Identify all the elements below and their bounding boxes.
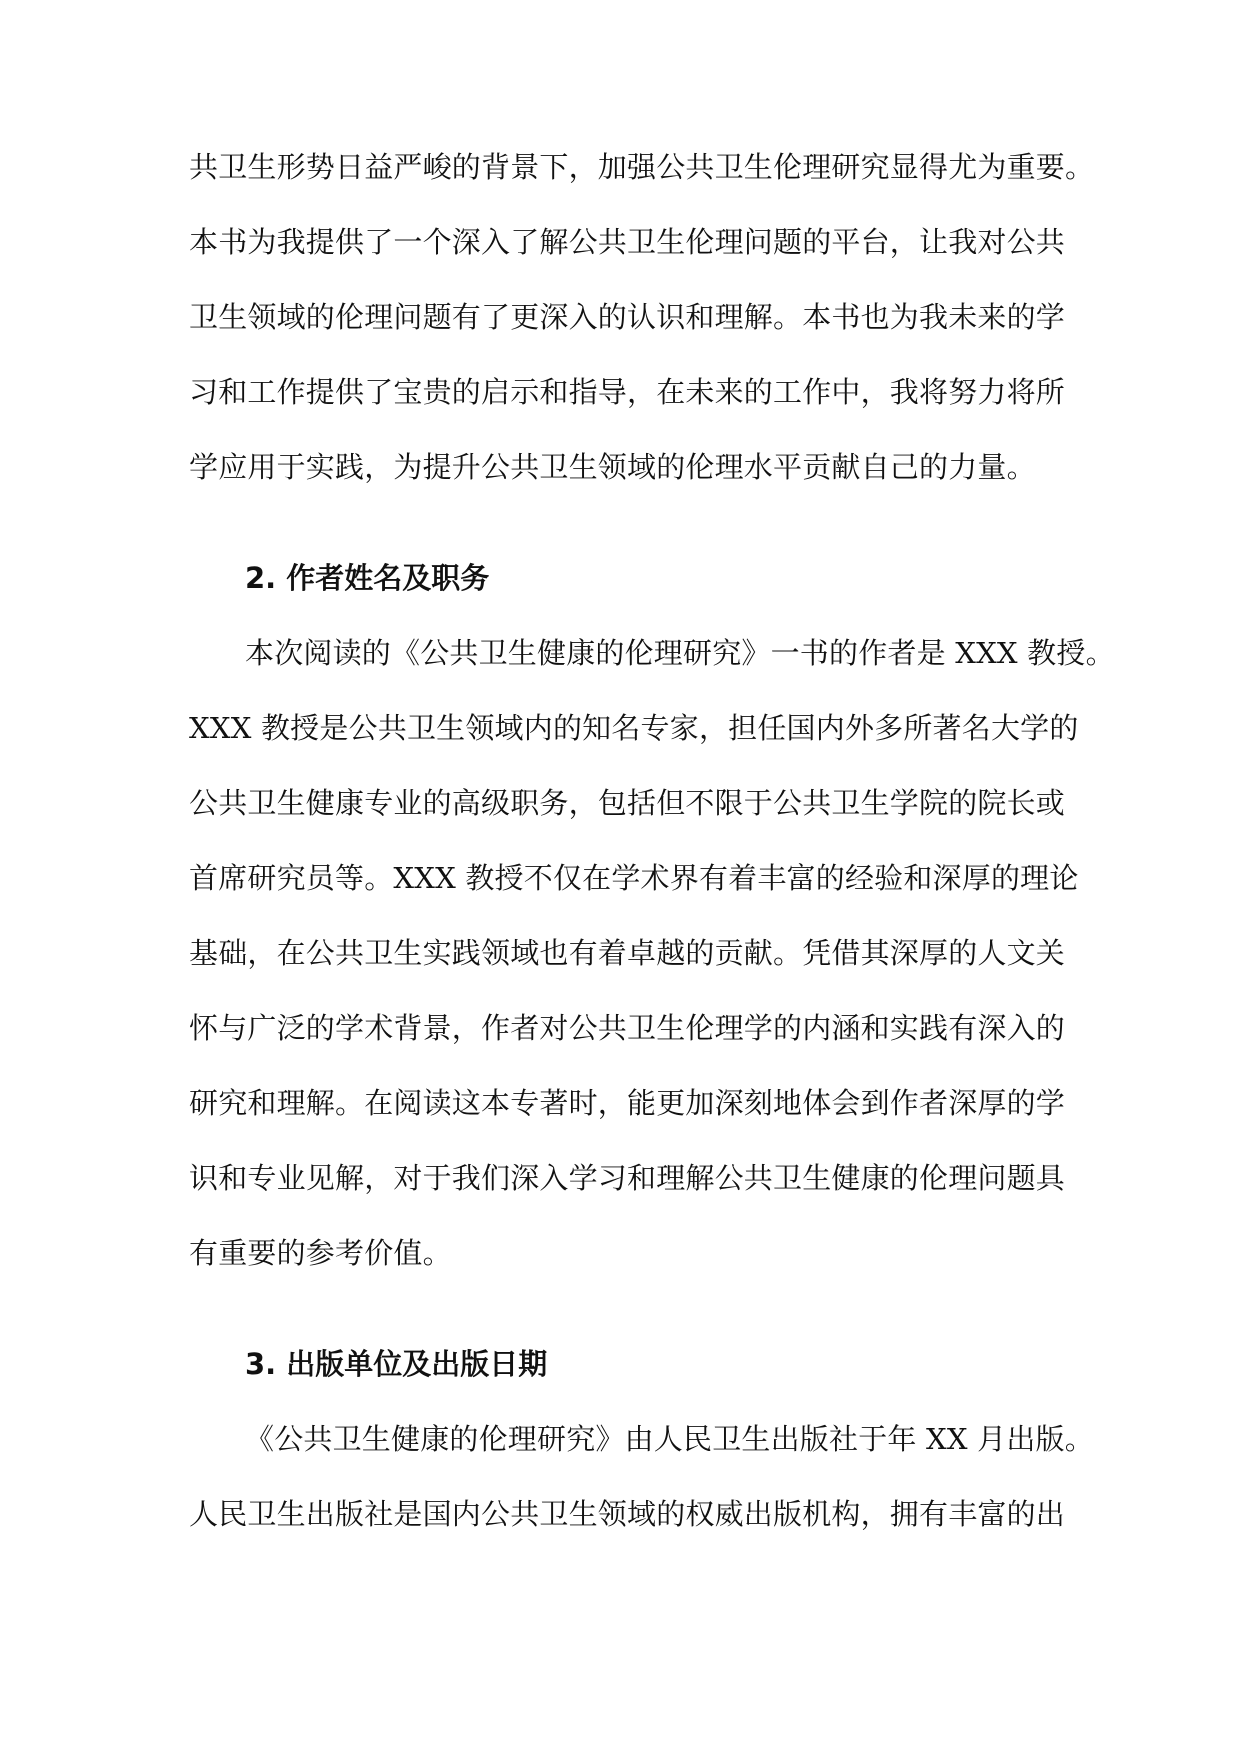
paragraph-line: 卫生领域的伦理问题有了更深入的认识和理解。本书也为我未来的学 [189,300,1066,334]
section-heading: 2. 作者姓名及职务 [245,561,490,595]
paragraph-line: 研究和理解。在阅读这本专著时，能更加深刻地体会到作者深厚的学 [189,1086,1066,1120]
paragraph-line: 本书为我提供了一个深入了解公共卫生伦理问题的平台，让我对公共 [189,225,1066,259]
paragraph-line: 有重要的参考价值。 [189,1236,452,1270]
paragraph-line: 人民卫生出版社是国内公共卫生领域的权威出版机构，拥有丰富的出 [189,1497,1066,1531]
paragraph-line: 习和工作提供了宝贵的启示和指导，在未来的工作中，我将努力将所 [189,375,1066,409]
paragraph-line: 识和专业见解，对于我们深入学习和理解公共卫生健康的伦理问题具 [189,1161,1066,1195]
paragraph-line: 共卫生形势日益严峻的背景下，加强公共卫生伦理研究显得尤为重要。 [189,150,1095,184]
paragraph-line: 首席研究员等。XXX 教授不仅在学术界有着丰富的经验和深厚的理论 [189,861,1079,895]
paragraph-line: 怀与广泛的学术背景，作者对公共卫生伦理学的内涵和实践有深入的 [189,1011,1066,1045]
paragraph-line: 公共卫生健康专业的高级职务，包括但不限于公共卫生学院的院长或 [189,786,1066,820]
paragraph-line: 《公共卫生健康的伦理研究》由人民卫生出版社于年 XX 月出版。 [245,1422,1094,1456]
paragraph-line: 学应用于实践，为提升公共卫生领域的伦理水平贡献自己的力量。 [189,450,1036,484]
paragraph-line: 基础，在公共卫生实践领域也有着卓越的贡献。凭借其深厚的人文关 [189,936,1066,970]
paragraph-line: XXX 教授是公共卫生领域内的知名专家，担任国内外多所著名大学的 [189,711,1079,745]
paragraph-line: 本次阅读的《公共卫生健康的伦理研究》一书的作者是 XXX 教授。 [245,636,1115,670]
section-heading: 3. 出版单位及出版日期 [245,1347,548,1381]
